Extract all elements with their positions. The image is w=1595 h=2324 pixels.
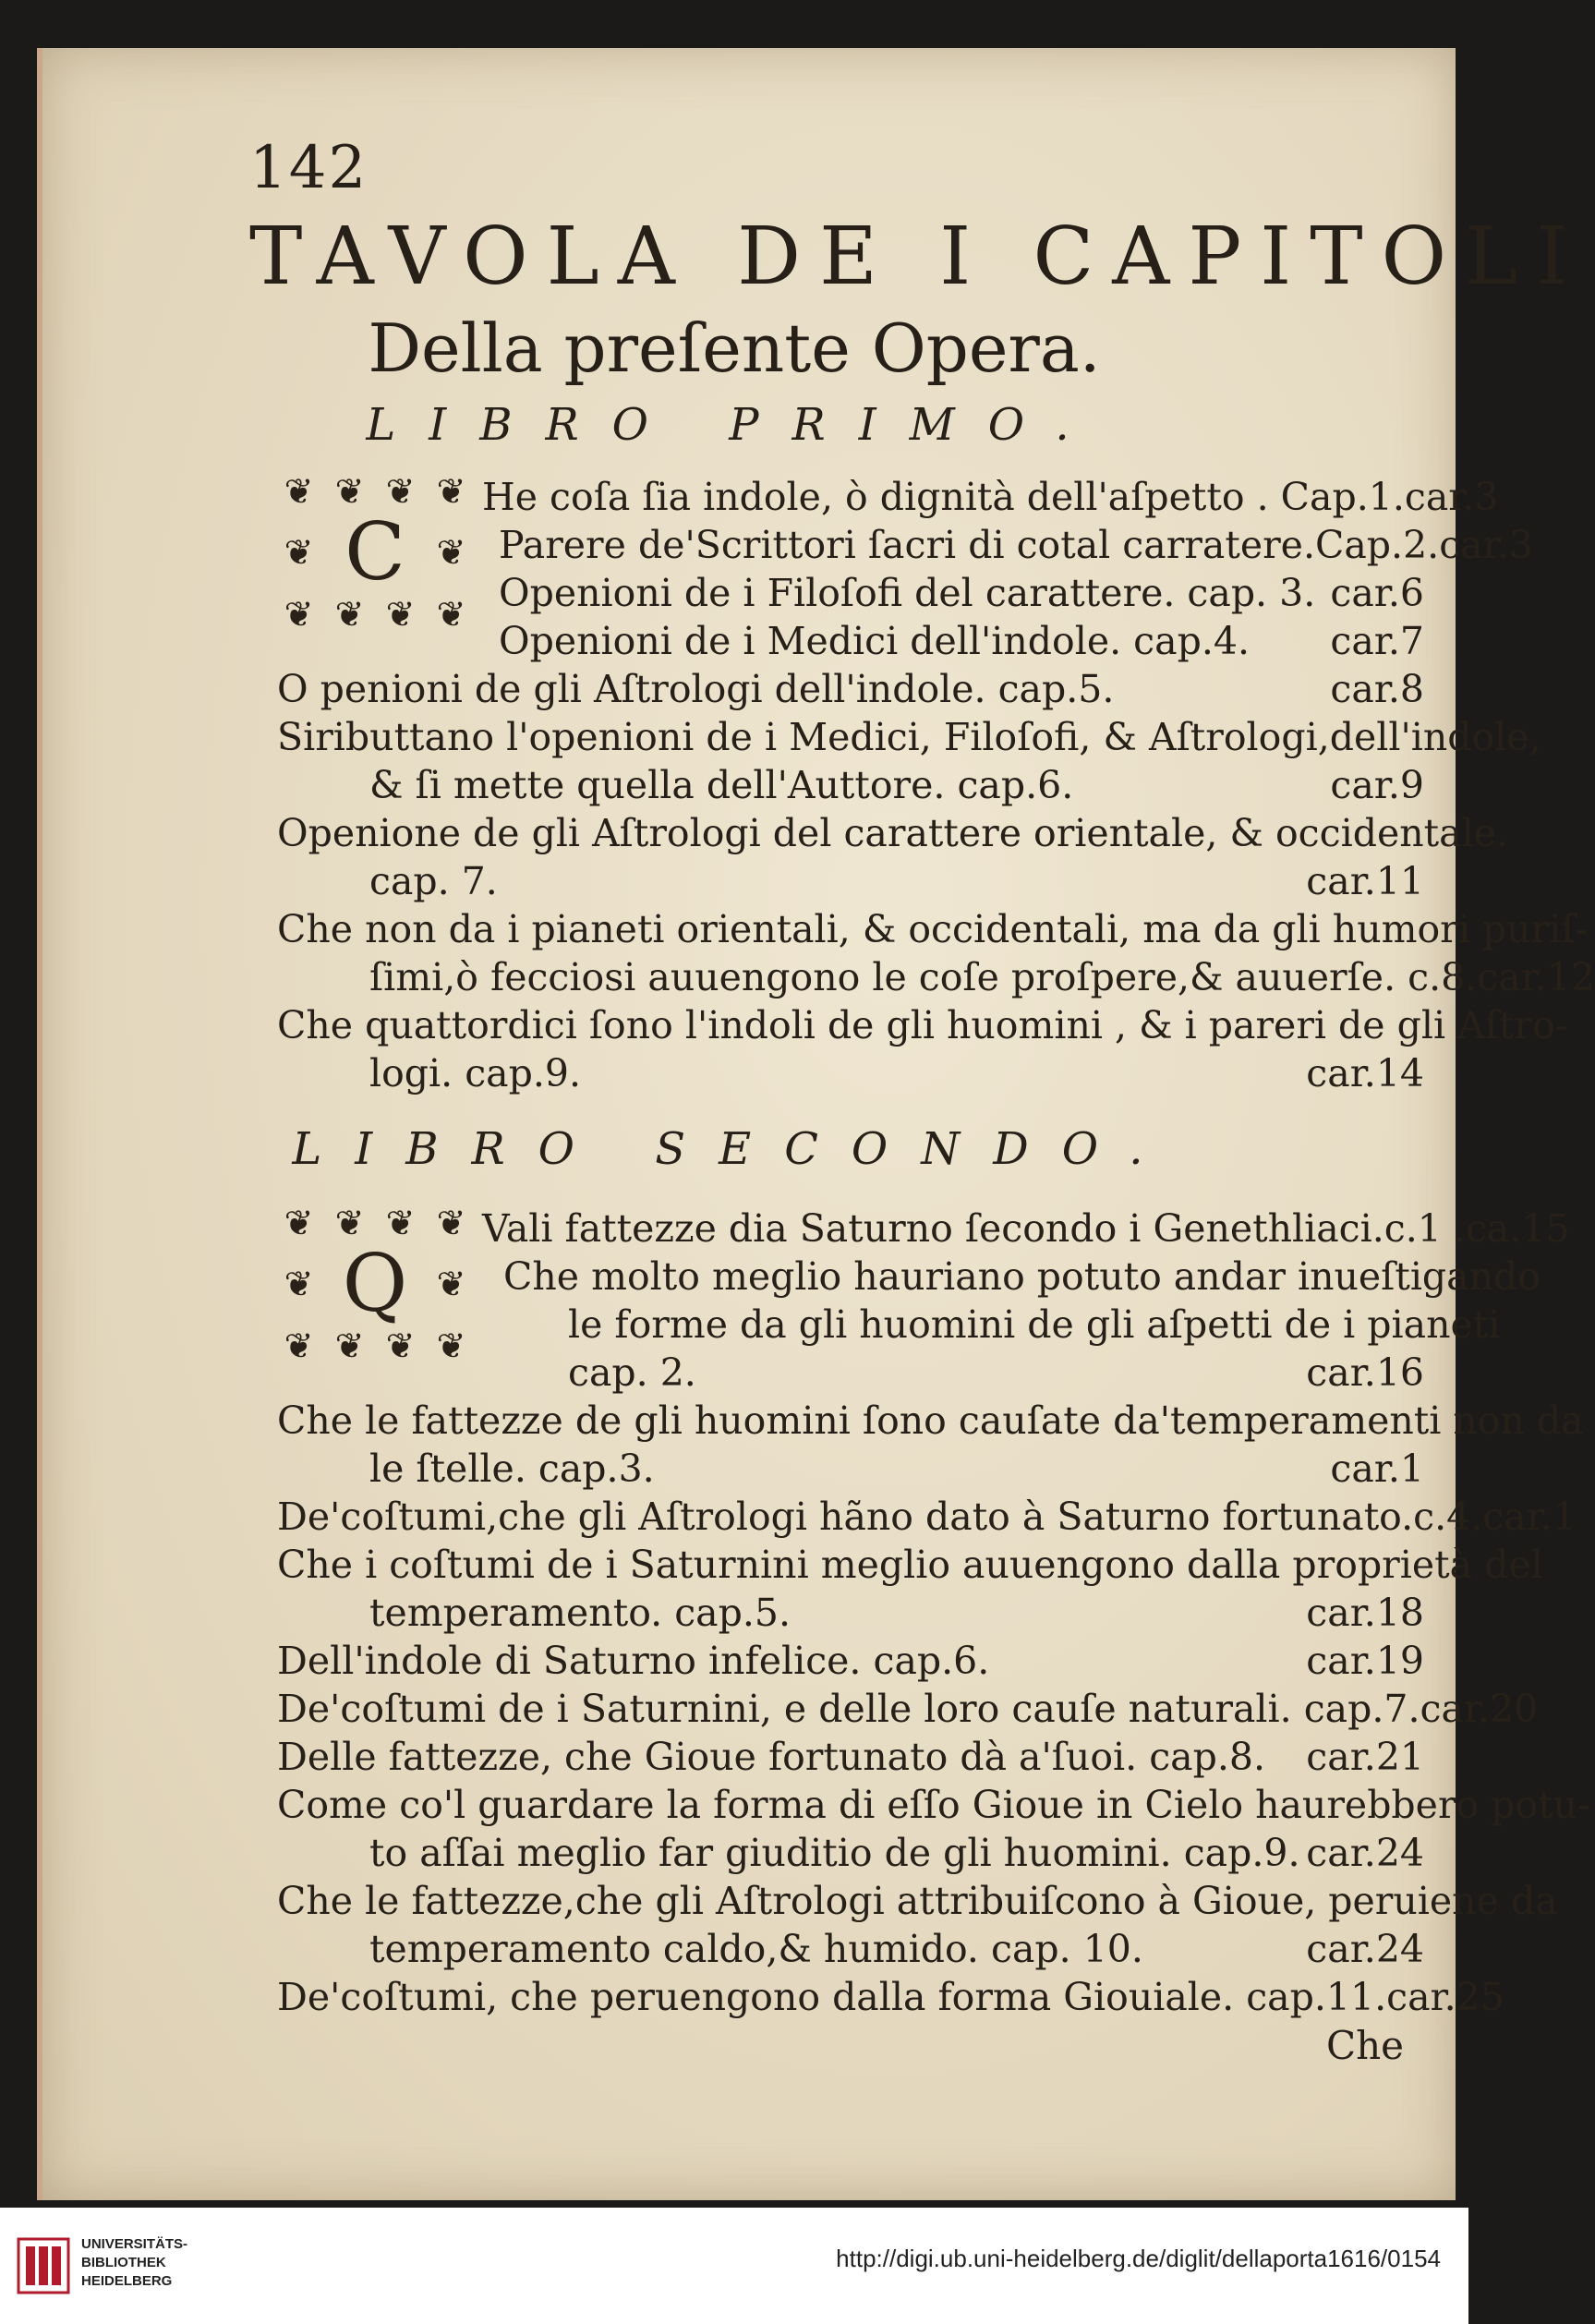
fleuron-icon: ❦	[334, 1325, 365, 1366]
table-title: TAVOLA DE I CAPITOLI	[249, 211, 1587, 303]
library-logo-icon	[17, 2235, 70, 2296]
toc-entry: le forme da gli huomini de gli aſpetti de i pianeti	[568, 1302, 1501, 1347]
toc-entry: Openioni de i Filoſofi del carattere. cap. 3. car.6	[499, 571, 1424, 615]
page-number: 142	[249, 134, 369, 202]
fleuron-icon: ❦	[284, 532, 314, 573]
toc-entry: to aſſai meglio far giuditio de gli huomini. cap.9. car.24	[369, 1831, 1424, 1875]
decorated-initial-q	[273, 1201, 477, 1367]
fleuron-icon: ❦	[334, 470, 365, 512]
section-heading-libro-secondo: LIBRO SECONDO.	[292, 1123, 1177, 1175]
table-subtitle: Della preſente Opera.	[368, 309, 1101, 387]
toc-entry: Openioni de i Medici dell'indole. cap.4. car.7	[499, 619, 1424, 663]
fleuron-icon: ❦	[385, 1325, 416, 1366]
toc-entry: Come co'l guardare la forma di eſſo Gioue in Cielo haurebbero potu-	[277, 1783, 1590, 1827]
fleuron-icon: ❦	[334, 593, 365, 635]
toc-entry: De'coſtumi, che peruengono dalla forma Giouiale. cap.11. car.25	[277, 1975, 1504, 2019]
fleuron-icon: ❦	[436, 593, 466, 635]
toc-entry: Che i coſtumi de i Saturnini meglio auuengono dalla proprietà del	[277, 1543, 1543, 1587]
source-url[interactable]: http://digi.ub.uni-heidelberg.de/diglit/dellaporta1616/0154	[836, 2245, 1441, 2272]
toc-entry: cap. 2. car.16	[568, 1350, 1424, 1395]
toc-entry: cap. 7. car.11	[369, 859, 1424, 903]
fleuron-icon: ❦	[436, 1264, 466, 1304]
initial-letter: C	[344, 506, 405, 599]
fleuron-icon: ❦	[436, 1202, 466, 1243]
toc-entry: Parere de'Scrittori ſacri di cotal carratere.Cap.2. car.3	[499, 523, 1533, 567]
toc-entry: Delle fattezze, che Gioue fortunato dà a'ſuoi. cap.8. car.21	[277, 1735, 1424, 1779]
toc-entry: logi. cap.9. car.14	[369, 1051, 1424, 1095]
toc-entry: De'coſtumi,che gli Aſtrologi hãno dato à Saturno fortunato.c.4. car.1	[277, 1495, 1577, 1539]
fleuron-icon: ❦	[284, 593, 314, 635]
toc-entry: Che quattordici ſono l'indoli de gli huomini , & i pareri de gli Aſtro-	[277, 1003, 1568, 1047]
toc-entry: Che le fattezze de gli huomini ſono cauſate da'temperamenti non da	[277, 1398, 1584, 1443]
toc-entry: Vali fattezze dia Saturno ſecondo i Genethliaci.c.1 .ca.15	[482, 1206, 1570, 1251]
toc-entry: temperamento caldo,& humido. cap. 10. car.24	[369, 1927, 1424, 1971]
fleuron-icon: ❦	[284, 1325, 314, 1366]
fleuron-icon: ❦	[436, 532, 466, 573]
fleuron-icon: ❦	[334, 1202, 365, 1243]
catchword: Che	[1325, 2023, 1404, 2068]
toc-entry: temperamento. cap.5. car.18	[369, 1591, 1424, 1635]
decorated-initial-c	[273, 469, 477, 635]
toc-entry: De'coſtumi de i Saturnini, e delle loro cauſe naturali. cap.7. car.20	[277, 1687, 1539, 1731]
toc-entry: le ſtelle. cap.3. car.1	[369, 1446, 1424, 1491]
fleuron-icon: ❦	[385, 593, 416, 635]
fleuron-icon: ❦	[385, 470, 416, 512]
fleuron-icon: ❦	[284, 1264, 314, 1304]
toc-entry: Che le fattezze,che gli Aſtrologi attribuiſcono à Gioue, peruiene da	[277, 1879, 1558, 1923]
viewer-footer	[0, 2208, 1468, 2324]
toc-entry: ſimi,ò fecciosi auuengono le coſe proſpere,& auuerſe. c.8. car.12	[369, 955, 1595, 999]
initial-letter: Q	[342, 1238, 408, 1330]
toc-entry: Openione de gli Aſtrologi del carattere orientale, & occidentale.	[277, 811, 1508, 855]
fleuron-icon: ❦	[436, 1325, 466, 1366]
fleuron-icon: ❦	[284, 1202, 314, 1243]
section-heading-libro-primo: LIBRO PRIMO.	[366, 399, 1103, 451]
toc-entry: Che non da i pianeti orientali, & occidentali, ma da gli humori puriſ-	[277, 907, 1589, 951]
toc-entry: Siributtano l'openioni de i Medici, Filoſofi, & Aſtrologi,dell'indole,	[277, 715, 1541, 759]
fleuron-icon: ❦	[385, 1202, 416, 1243]
toc-entry: He coſa ſia indole, ò dignità dell'aſpetto . Cap.1. car.3	[482, 475, 1499, 519]
fleuron-icon: ❦	[436, 470, 466, 512]
fleuron-icon: ❦	[284, 470, 314, 512]
toc-entry: O penioni de gli Aſtrologi dell'indole. cap.5. car.8	[277, 667, 1424, 711]
toc-entry: & ſi mette quella dell'Auttore. cap.6. car.9	[369, 763, 1424, 807]
toc-entry: Dell'indole di Saturno infelice. cap.6. car.19	[277, 1639, 1424, 1683]
toc-entry: Che molto meglio hauriano potuto andar inueſtigando	[503, 1254, 1541, 1299]
institution-name: UNIVERSITÄTS- BIBLIOTHEK HEIDELBERG	[81, 2236, 188, 2289]
